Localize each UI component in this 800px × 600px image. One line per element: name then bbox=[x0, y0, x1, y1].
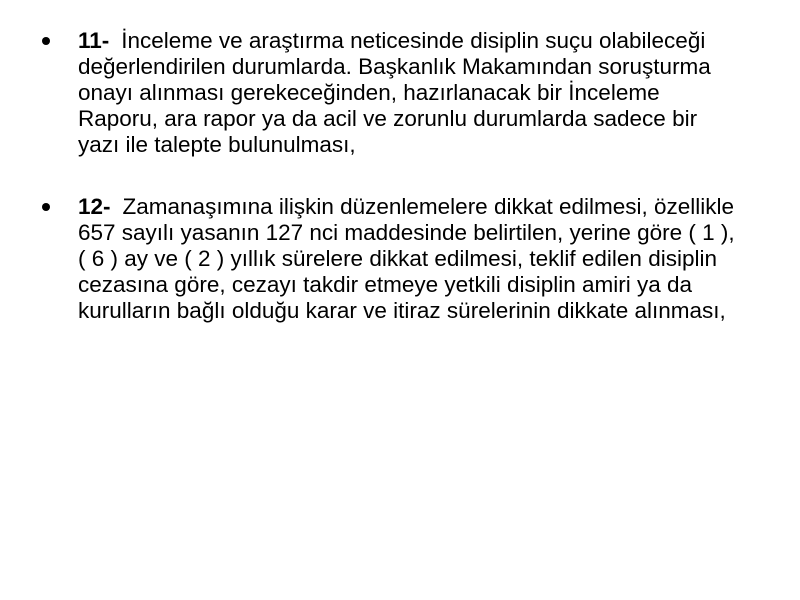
item-text: Zamanaşımına ilişkin düzenlemelere dikkat edilmesi, özellikle 657 sayılı yasanın 127 nci maddesinde belirtilen, yerine göre ( 1 ), ( 6 ) ay ve ( 2 ) yıllık sürelere dikkat edilmesi, teklif edilen disiplin cezasına göre, cezayı takdir etmeye yetkili disiplin amiri ya da kurulların bağlı olduğu karar ve itiraz sürelerinin dikkate alınması, bbox=[78, 194, 735, 323]
item-text: İnceleme ve araştırma neticesinde disiplin suçu olabileceği değerlendirilen durumlarda. Başkanlık Makamından soruşturma onayı alınması gerekeceğinden, hazırlanacak bir İnceleme Raporu, ara rapor ya da acil ve zorunlu durumlarda sadece bir yazı ile talepte bulunulması, bbox=[78, 28, 711, 157]
list-item bbox=[42, 28, 742, 158]
item-number: 11- bbox=[78, 28, 110, 53]
list-item bbox=[42, 194, 742, 324]
bullet-icon bbox=[42, 203, 50, 211]
bullet-list bbox=[42, 28, 742, 324]
bullet-icon bbox=[42, 37, 50, 45]
item-number: 12- bbox=[78, 194, 111, 219]
